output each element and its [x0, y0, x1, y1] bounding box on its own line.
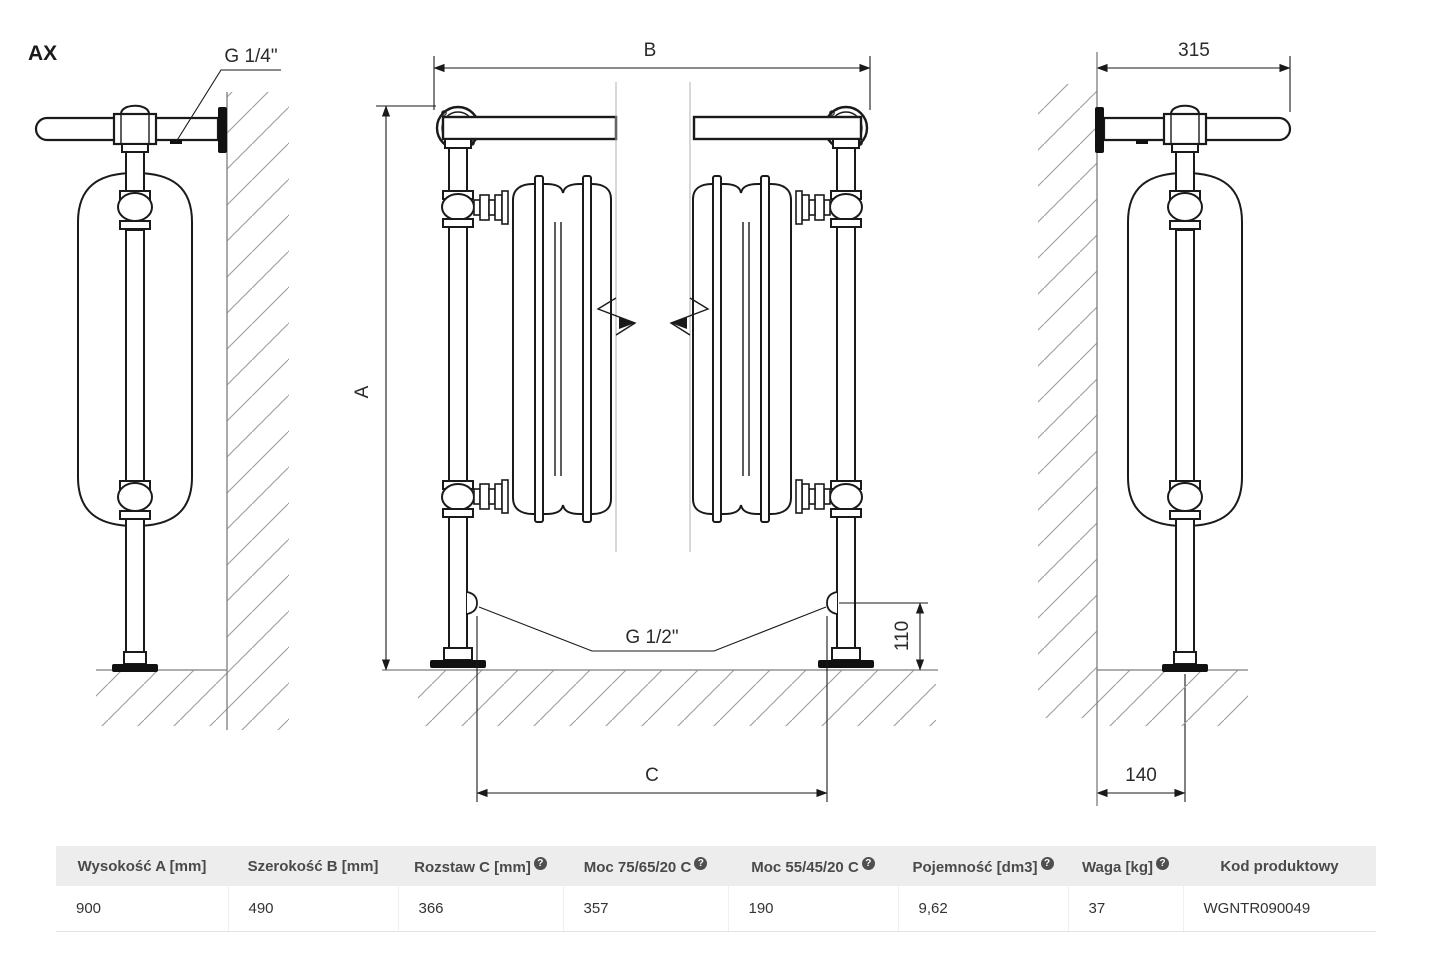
dimension-A [352, 106, 436, 670]
value-width: 490 [228, 886, 398, 932]
radiator-sections-right [693, 176, 791, 522]
help-icon[interactable]: ? [1041, 857, 1054, 870]
col-header-product-code-label: Kod produktowy [1220, 857, 1339, 875]
spec-header-row [56, 846, 1376, 886]
help-icon[interactable]: ? [1156, 857, 1169, 870]
help-icon[interactable]: ? [862, 857, 875, 870]
col-header-weight [1068, 846, 1183, 886]
value-capacity: 9,62 [898, 886, 1068, 932]
front-pipe-left [430, 139, 486, 668]
col-header-height [56, 846, 228, 886]
dimension-B [434, 40, 870, 110]
dim-315-label: 315 [1178, 40, 1210, 61]
dim-A-label: A [352, 385, 373, 399]
dim-110-label: 110 [892, 620, 913, 652]
towel-bar-front-left [443, 117, 616, 139]
dim-140-label: 140 [1125, 765, 1157, 786]
front-pipe-right [818, 139, 874, 668]
col-header-power-55 [728, 846, 898, 886]
value-spacing: 366 [398, 886, 563, 932]
col-header-power-55-label: Moc 55/45/20 C [751, 858, 859, 876]
col-header-height-label: Wysokość A [mm] [77, 857, 207, 875]
col-header-weight-label: Waga [kg] [1081, 858, 1154, 876]
wall-flange [218, 107, 227, 153]
g12-label: G 1/2" [625, 627, 679, 648]
foot-flange [112, 664, 158, 672]
value-power-75: 357 [563, 886, 728, 932]
col-header-product-code [1183, 846, 1376, 886]
spec-table [56, 846, 1376, 932]
break-lines [598, 82, 708, 552]
model-label: AX [28, 42, 58, 65]
foot-flange-right [1162, 664, 1208, 672]
section-valves [474, 191, 830, 513]
col-header-power-75-label: Moc 75/65/20 C [583, 858, 692, 876]
col-header-capacity-label: Pojemność [dm3] [912, 858, 1038, 876]
help-icon[interactable]: ? [694, 857, 707, 870]
radiator-sections-left [513, 176, 611, 522]
g12-valve-right [827, 592, 837, 614]
col-header-spacing [398, 846, 563, 886]
g14-label: G 1/4" [224, 46, 278, 67]
g12-valve-left [467, 592, 477, 614]
col-header-spacing-label: Rozstaw C [mm] [414, 858, 531, 876]
value-height: 900 [56, 886, 228, 932]
label-g12-leader [479, 607, 826, 651]
col-header-capacity [898, 846, 1068, 886]
towel-bar-front-right [694, 117, 861, 139]
value-weight: 37 [1068, 886, 1183, 932]
col-header-width-label: Szerokość B [mm] [247, 857, 379, 875]
dim-B-label: B [643, 40, 657, 61]
side-view-right [1038, 52, 1290, 806]
help-icon[interactable]: ? [534, 857, 547, 870]
g14-fitting-mark-right [1136, 140, 1148, 144]
floor-hatch-front [418, 670, 936, 726]
dimension-315 [1097, 40, 1290, 112]
dim-C-label: C [645, 765, 659, 786]
col-header-width [228, 846, 398, 886]
value-product-code: WGNTR090049 [1183, 886, 1376, 932]
col-header-power-75 [563, 846, 728, 886]
spec-value-row [56, 886, 1376, 932]
wall-flange-right [1095, 107, 1104, 153]
side-view-left [36, 92, 289, 730]
value-power-55: 190 [728, 886, 898, 932]
